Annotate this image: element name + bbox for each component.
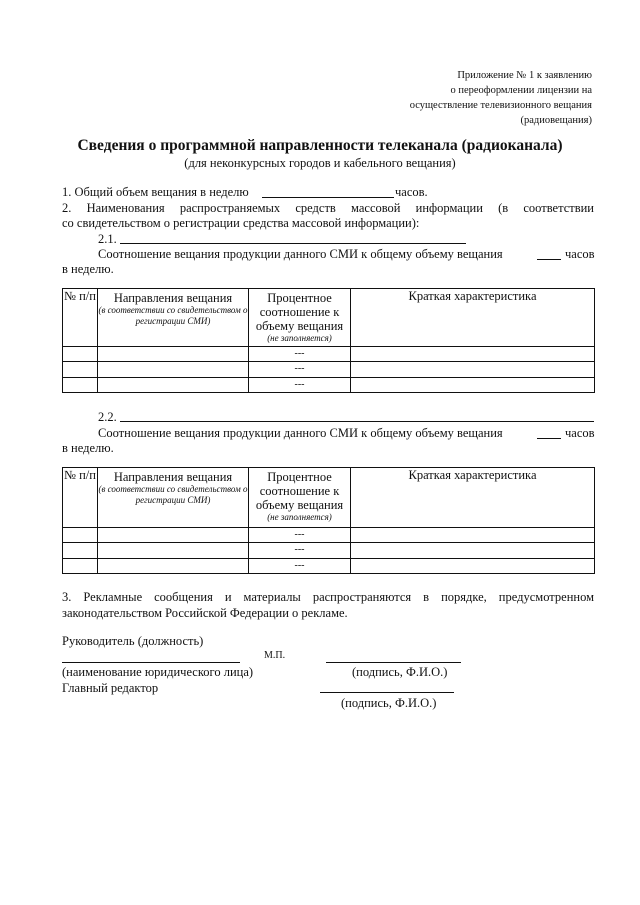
chief-editor-label: Главный редактор bbox=[62, 681, 159, 695]
cell-direction[interactable] bbox=[98, 347, 249, 362]
cell-description[interactable] bbox=[351, 559, 595, 574]
item2-line2: со свидетельством о регистрации средства массовой информации): bbox=[62, 216, 420, 230]
cell-percent: --- bbox=[249, 347, 351, 362]
cell-number[interactable] bbox=[63, 362, 98, 378]
section-2-2-week: в неделю. bbox=[62, 441, 114, 455]
section-2-1-week: в неделю. bbox=[62, 262, 114, 276]
header-percent-title: Процентное соотношение к объему вещания bbox=[255, 470, 344, 512]
hours-field-2[interactable] bbox=[537, 438, 561, 439]
cell-direction[interactable] bbox=[98, 528, 249, 543]
cell-percent: --- bbox=[249, 378, 351, 393]
cell-description[interactable] bbox=[351, 378, 595, 393]
table-row bbox=[63, 559, 595, 574]
head-signature-caption: (подпись, Ф.И.О.) bbox=[352, 665, 448, 679]
cell-number[interactable] bbox=[63, 528, 98, 543]
cell-direction[interactable] bbox=[98, 362, 249, 378]
organization-name-caption: (наименование юридического лица) bbox=[62, 665, 254, 679]
cell-description[interactable] bbox=[351, 362, 595, 378]
header-direction-title: Направления вещания bbox=[113, 291, 233, 305]
item1-text: 1. Общий объем вещания в неделю bbox=[62, 185, 249, 199]
programming-table-2 bbox=[62, 467, 595, 574]
header-direction bbox=[98, 289, 249, 347]
header-description: Краткая характеристика bbox=[351, 468, 595, 528]
item3-line2: законодательством Российской Федерации о рекламе. bbox=[62, 606, 348, 620]
cell-description[interactable] bbox=[351, 543, 595, 559]
header-description: Краткая характеристика bbox=[351, 289, 595, 347]
table-row bbox=[63, 362, 595, 378]
hours-field-1[interactable] bbox=[537, 259, 561, 260]
header-number: № п/п bbox=[63, 289, 98, 347]
programming-table-1 bbox=[62, 288, 595, 393]
cell-number[interactable] bbox=[63, 543, 98, 559]
section-2-2-ratio: Соотношение вещания продукции данного СМИ к общему объему вещания bbox=[98, 426, 503, 440]
media-name-field-2[interactable] bbox=[120, 421, 594, 422]
header-percent-note: (не заполняется) bbox=[267, 333, 332, 343]
total-hours-field[interactable] bbox=[262, 197, 394, 198]
seal-label: М.П. bbox=[264, 650, 286, 661]
table-row bbox=[63, 378, 595, 393]
cell-number[interactable] bbox=[63, 559, 98, 574]
section-2-1-hours: часов bbox=[565, 247, 595, 261]
header-number: № п/п bbox=[63, 468, 98, 528]
cell-percent: --- bbox=[249, 543, 351, 559]
header-percent-title: Процентное соотношение к объему вещания bbox=[255, 291, 344, 333]
cell-direction[interactable] bbox=[98, 543, 249, 559]
header-direction bbox=[98, 468, 249, 528]
header-direction-title: Направления вещания bbox=[113, 470, 233, 484]
header-percent bbox=[249, 289, 351, 347]
head-signature-field[interactable] bbox=[326, 662, 461, 663]
document-title: Сведения о программной направленности телеканала (радиоканала) bbox=[77, 137, 563, 154]
table-row bbox=[63, 528, 595, 543]
section-2-1-label: 2.1. bbox=[98, 232, 117, 246]
section-2-2-label: 2.2. bbox=[98, 410, 117, 424]
table-header-row bbox=[63, 289, 595, 347]
cell-direction[interactable] bbox=[98, 378, 249, 393]
cell-number[interactable] bbox=[63, 347, 98, 362]
cell-percent: --- bbox=[249, 528, 351, 543]
appendix-line: осуществление телевизионного вещания bbox=[409, 100, 592, 111]
cell-direction[interactable] bbox=[98, 559, 249, 574]
header-percent bbox=[249, 468, 351, 528]
item1-suffix: часов. bbox=[395, 185, 428, 199]
cell-description[interactable] bbox=[351, 528, 595, 543]
media-name-field-1[interactable] bbox=[120, 243, 466, 244]
table-row bbox=[63, 347, 595, 362]
editor-signature-caption: (подпись, Ф.И.О.) bbox=[341, 696, 437, 710]
document-subtitle: (для неконкурсных городов и кабельного вещания) bbox=[184, 156, 456, 170]
appendix-note bbox=[410, 68, 592, 128]
cell-percent: --- bbox=[249, 559, 351, 574]
cell-number[interactable] bbox=[63, 378, 98, 393]
cell-description[interactable] bbox=[351, 347, 595, 362]
head-position-label: Руководитель (должность) bbox=[62, 634, 204, 648]
appendix-line: о переоформлении лицензии на bbox=[450, 85, 592, 96]
cell-percent: --- bbox=[249, 362, 351, 378]
table-row bbox=[63, 543, 595, 559]
header-direction-note: (в соответствии со свидетельством о регистрации СМИ) bbox=[98, 305, 248, 326]
table-header-row bbox=[63, 468, 595, 528]
header-percent-note: (не заполняется) bbox=[267, 512, 332, 522]
editor-signature-field[interactable] bbox=[320, 692, 454, 693]
item3-line1: 3. Рекламные сообщения и материалы распространяются в порядке, предусмотренном bbox=[62, 590, 594, 604]
section-2-2-hours: часов bbox=[565, 426, 595, 440]
appendix-line: Приложение № 1 к заявлению bbox=[457, 70, 592, 81]
section-2-1-ratio: Соотношение вещания продукции данного СМИ к общему объему вещания bbox=[98, 247, 503, 261]
organization-name-field[interactable] bbox=[62, 662, 240, 663]
header-direction-note: (в соответствии со свидетельством о регистрации СМИ) bbox=[98, 484, 248, 505]
item2-line1: 2. Наименования распространяемых средств массовой информации (в соответствии bbox=[62, 201, 594, 215]
appendix-line: (радиовещания) bbox=[520, 115, 592, 126]
